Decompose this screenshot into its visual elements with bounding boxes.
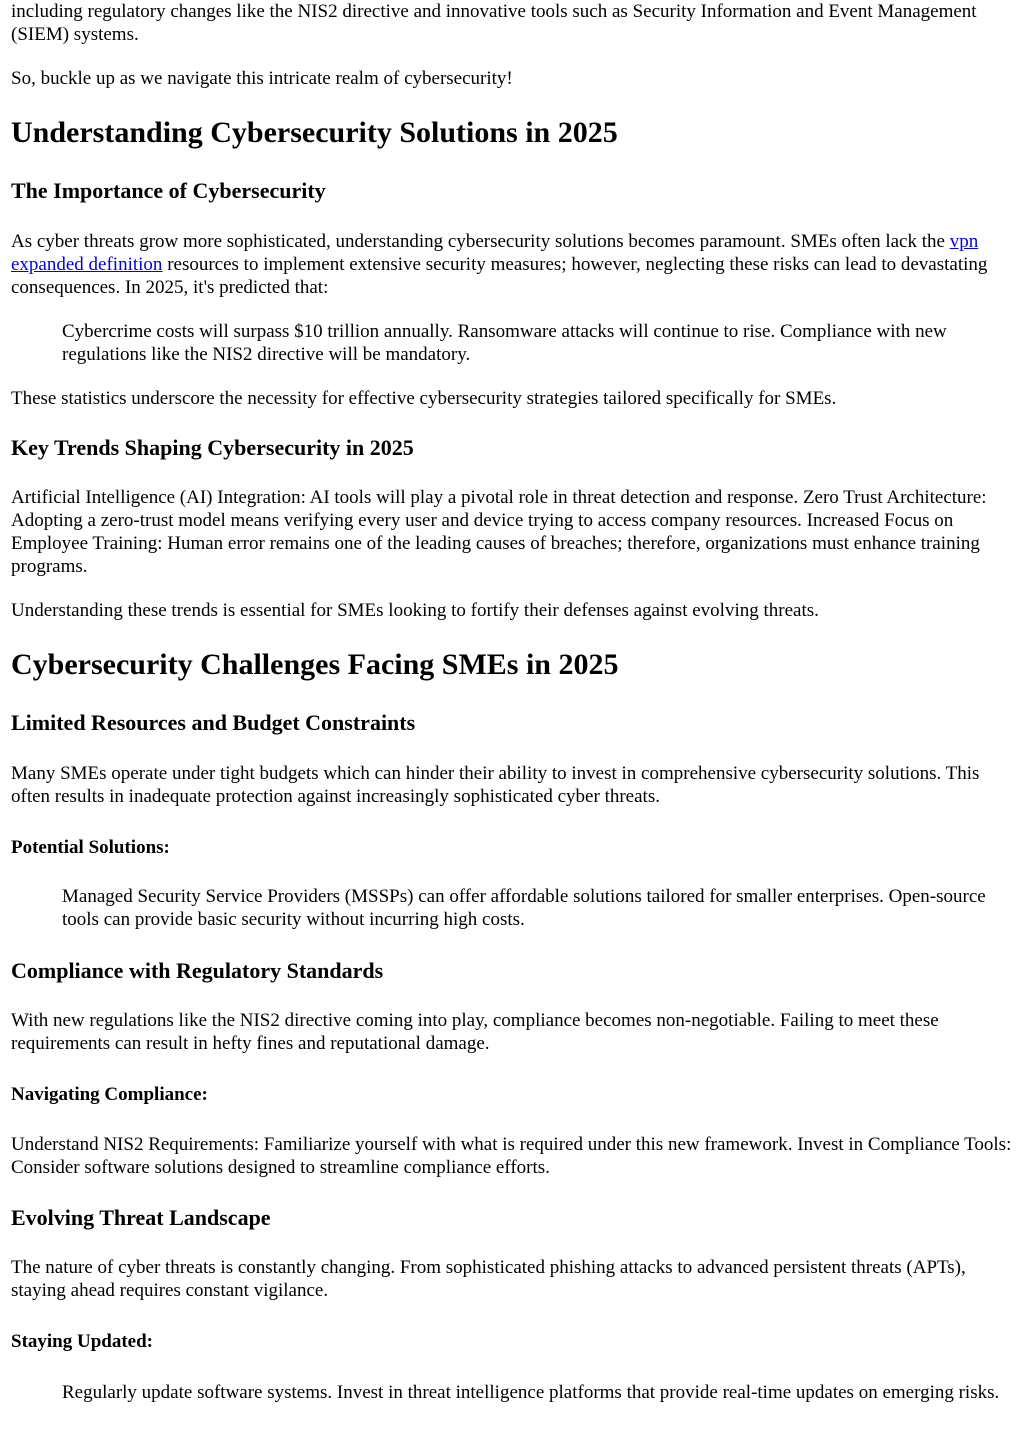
intro-paragraph: including regulatory changes like the NIS2 directive and innovative tools such as Security Information and Event Management (SIEM) systems.	[11, 1, 977, 45]
importance-text-end: resources to implement extensive security measures; however, neglecting these risks can lead to devastating consequences. In 2025, it's predicted that:	[11, 254, 988, 298]
compliance-steps-paragraph: Understand NIS2 Requirements: Familiarize yourself with what is required under this new framework. Invest in Compliance Tools: Consider software solutions designed to streamline compliance efforts.	[11, 1134, 1012, 1178]
section-heading-understanding: Understanding Cybersecurity Solutions in 2025	[11, 116, 618, 149]
threats-paragraph: The nature of cyber threats is constantly changing. From sophisticated phishing attacks to advanced persistent threats (APTs), staying ahead requires constant vigilance.	[11, 1257, 966, 1301]
subheading-key-trends: Key Trends Shaping Cybersecurity in 2025	[11, 435, 414, 460]
trends-summary-paragraph: Understanding these trends is essential for SMEs looking to fortify their defenses against evolving threats.	[11, 600, 819, 621]
vpn-definition-link[interactable]: vpn expanded definition	[11, 231, 979, 275]
resources-paragraph: Many SMEs operate under tight budgets which can hinder their ability to invest in comprehensive cybersecurity solutions. This often results in inadequate protection against increasingly sophisticated cyber threats.	[11, 763, 980, 807]
importance-text-start: As cyber threats grow more sophisticated, understanding cybersecurity solutions becomes paramount. SMEs often lack the	[11, 231, 950, 252]
intro-closing-paragraph: So, buckle up as we navigate this intricate realm of cybersecurity!	[11, 68, 513, 89]
subheading-compliance: Compliance with Regulatory Standards	[11, 958, 384, 983]
importance-paragraph	[11, 230, 1016, 299]
statistics-paragraph: These statistics underscore the necessity for effective cybersecurity strategies tailored specifically for SMEs.	[11, 388, 837, 409]
section-heading-challenges: Cybersecurity Challenges Facing SMEs in 2025	[11, 648, 619, 681]
predictions-blockquote: Cybercrime costs will surpass $10 trillion annually. Ransomware attacks will continue to rise. Compliance with new regulations like the NIS2 directive will be mandatory.	[62, 321, 947, 365]
subheading-potential-solutions: Potential Solutions:	[11, 837, 170, 858]
subheading-threat-landscape: Evolving Threat Landscape	[11, 1205, 271, 1230]
subheading-importance: The Importance of Cybersecurity	[11, 178, 326, 203]
subheading-limited-resources: Limited Resources and Budget Constraints	[11, 710, 416, 735]
trends-paragraph: Artificial Intelligence (AI) Integration: AI tools will play a pivotal role in threat detection and response. Zero Trust Architecture: Adopting a zero-trust model means verifying every user and device trying to access company resources. Increased Focus on Employee Training: Human error remains one of the leading causes of breaches; therefore, organizations must enhance training programs.	[11, 487, 987, 577]
subheading-staying-updated: Staying Updated:	[11, 1331, 153, 1352]
compliance-paragraph: With new regulations like the NIS2 directive coming into play, compliance becomes non-negotiable. Failing to meet these requirements can result in hefty fines and reputational damage.	[11, 1010, 939, 1054]
subheading-navigating-compliance: Navigating Compliance:	[11, 1084, 208, 1105]
updates-blockquote: Regularly update software systems. Invest in threat intelligence platforms that provide real-time updates on emerging risks.	[62, 1382, 1000, 1403]
solutions-blockquote: Managed Security Service Providers (MSSPs) can offer affordable solutions tailored for smaller enterprises. Open-source tools can provide basic security without incurring high costs.	[62, 886, 986, 930]
